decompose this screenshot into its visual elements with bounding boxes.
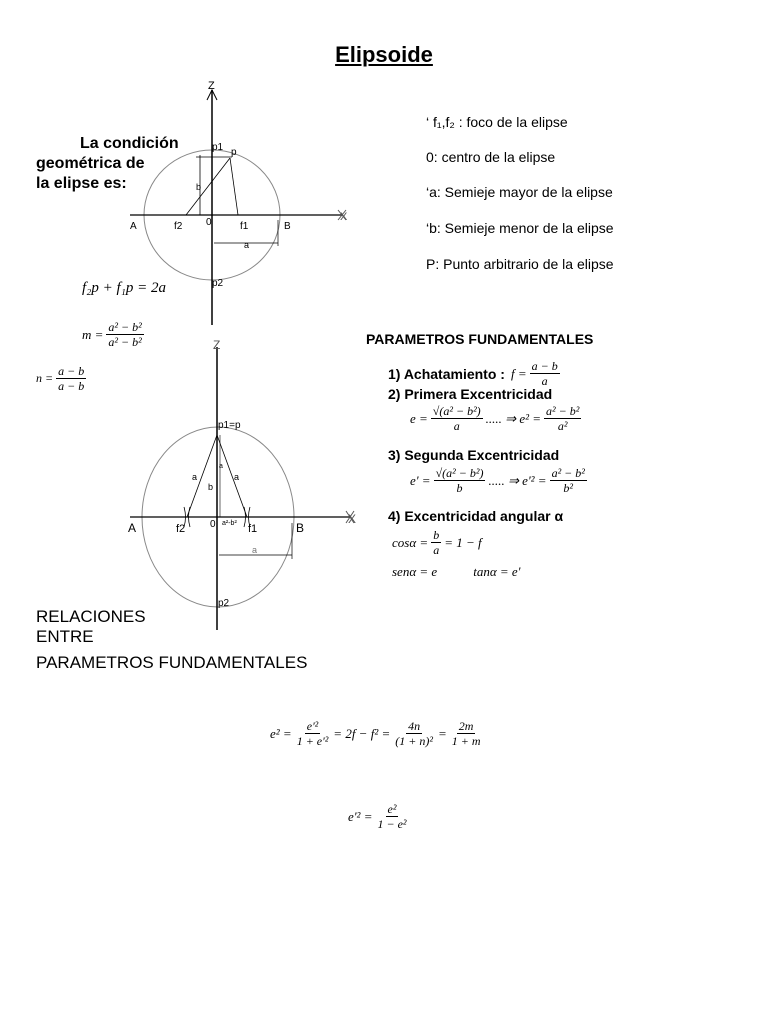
item-1-lhs: f =	[510, 365, 527, 381]
label-f2-2: f2	[176, 523, 186, 535]
relaciones-line-3: PARAMETROS FUNDAMENTALES	[36, 653, 308, 672]
label-small-a: a	[219, 463, 223, 470]
n-den: a − b	[58, 379, 85, 393]
label-b2: B	[296, 521, 305, 535]
label-p1-1: p1	[212, 142, 224, 153]
item-2-mid: ..... ⇒ e² =	[485, 410, 542, 426]
legend-semieje-menor: ‘b: Semieje menor de la elipse	[426, 220, 614, 236]
item-3-lhs: e' =	[410, 472, 431, 488]
item-1-den: a	[541, 374, 548, 388]
item-1-label: 1) Achatamiento :	[388, 365, 505, 382]
condition-line-1: La condición	[80, 135, 179, 152]
rel-f1-num: e'²	[306, 719, 319, 733]
rel2-lhs: e'² =	[348, 808, 373, 824]
item-primera-label: 2) Primera Excentricidad	[388, 386, 553, 402]
label-o2: 0	[210, 519, 216, 530]
label-bsemi-2: b	[208, 482, 214, 492]
label-right-a: a	[234, 472, 240, 482]
m-num: a² − b²	[108, 320, 142, 334]
label-x2: X	[348, 512, 357, 526]
item-4-sen: senα = e	[392, 564, 438, 579]
condition-line-2: geométrica de	[36, 155, 145, 172]
item-2-den: a	[453, 419, 460, 433]
relaciones-line-2: ENTRE	[36, 627, 94, 646]
page-title: Elipsoide	[335, 42, 433, 67]
sum-formula: f₂p + f₁p = 2a	[82, 280, 167, 296]
item-3-den2: b²	[563, 481, 574, 495]
rel-f1-den: 1 + e'²	[296, 734, 329, 748]
focus-line-1	[186, 158, 230, 215]
label-left-a: a	[192, 472, 198, 482]
label-z2: Z	[213, 338, 221, 352]
item-segunda-label: 3) Segunda Excentricidad	[388, 447, 560, 463]
label-asemi-2: a	[252, 545, 258, 555]
n-num: a − b	[58, 364, 85, 378]
focus-line-2b	[217, 435, 247, 517]
ellipse-diagram-2	[120, 335, 370, 635]
rel-eq: =	[437, 725, 447, 741]
relaciones-line-1: RELACIONES	[36, 607, 146, 626]
label-x1: X	[340, 211, 348, 223]
ellipse-diagram-1	[120, 80, 360, 330]
label-f1-1: f1	[240, 221, 249, 232]
item-4-cos-rhs: = 1 − f	[444, 534, 482, 550]
relations-formula	[270, 719, 482, 748]
label-b1: B	[284, 221, 291, 232]
item-4-cos-num: b	[433, 528, 440, 542]
item-2-num2: a² − b²	[546, 404, 580, 418]
label-p2-1: p2	[212, 278, 224, 289]
item-1-num: a − b	[531, 359, 558, 373]
rel2-num: e²	[387, 802, 397, 816]
legend-semieje-mayor: ‘a: Semieje mayor de la elipse	[426, 184, 613, 200]
focus-line-2	[230, 158, 238, 215]
condition-line-3: la elipse es:	[36, 175, 127, 192]
label-a2: A	[128, 521, 137, 535]
label-f2-1: f2	[174, 221, 183, 232]
item-3-mid: ..... ⇒ e'² =	[488, 472, 547, 488]
label-f1-2: f1	[248, 523, 258, 535]
n-formula	[36, 364, 86, 393]
rel2-den: 1 − e²	[377, 817, 407, 831]
item-2-den2: a²	[557, 419, 568, 433]
sen-tan-formula	[392, 564, 520, 580]
label-bsemi-1: b	[196, 182, 202, 192]
parametros-title: PARAMETROS FUNDAMENTALES	[366, 331, 594, 347]
item-4-cos-den: a	[433, 543, 440, 557]
primera-formula	[410, 404, 581, 433]
rel-mid: = 2f − f² =	[333, 725, 391, 741]
legend-punto: P: Punto arbitrario de la elipse	[426, 256, 614, 272]
item-3-den: b	[456, 481, 463, 495]
rel-f3-num: 2m	[458, 719, 474, 733]
item-2-num: √(a² − b²)	[432, 404, 481, 418]
item-2-lhs: e =	[410, 410, 428, 426]
relations-formula-2	[348, 802, 409, 831]
label-o1: 0	[206, 217, 212, 228]
label-p-1: p	[231, 147, 237, 158]
rel-f2-den: (1 + n)²	[395, 734, 433, 748]
label-z1: Z	[208, 80, 215, 92]
item-angular-label: 4) Excentricidad angular α	[388, 508, 564, 524]
item-3-num2: a² − b²	[551, 466, 585, 480]
m-den: a² − b²	[108, 335, 142, 349]
label-p2-2: p2	[218, 598, 230, 609]
rel-f2-num: 4n	[408, 719, 421, 733]
legend-foco: ‘ f₁,f₂ : foco de la elipse	[426, 114, 568, 130]
m-lhs: m =	[82, 326, 104, 342]
item-3-num: √(a² − b²)	[435, 466, 484, 480]
label-asemi-1: a	[244, 240, 250, 250]
item-4-tan: tanα = e'	[473, 564, 521, 579]
item-achatamiento	[388, 359, 560, 388]
segunda-formula	[410, 466, 587, 495]
item-4-cos: cosα =	[392, 534, 429, 550]
rel-lhs: e² =	[270, 725, 292, 741]
legend-centro: 0: centro de la elipse	[426, 149, 556, 165]
n-lhs: n =	[36, 371, 54, 385]
cos-formula	[392, 528, 482, 557]
label-c: a²-b²	[222, 520, 237, 527]
label-a1: A	[130, 221, 137, 232]
rel-f3-den: 1 + m	[451, 734, 481, 748]
label-p1-2: p1=p	[218, 420, 241, 431]
